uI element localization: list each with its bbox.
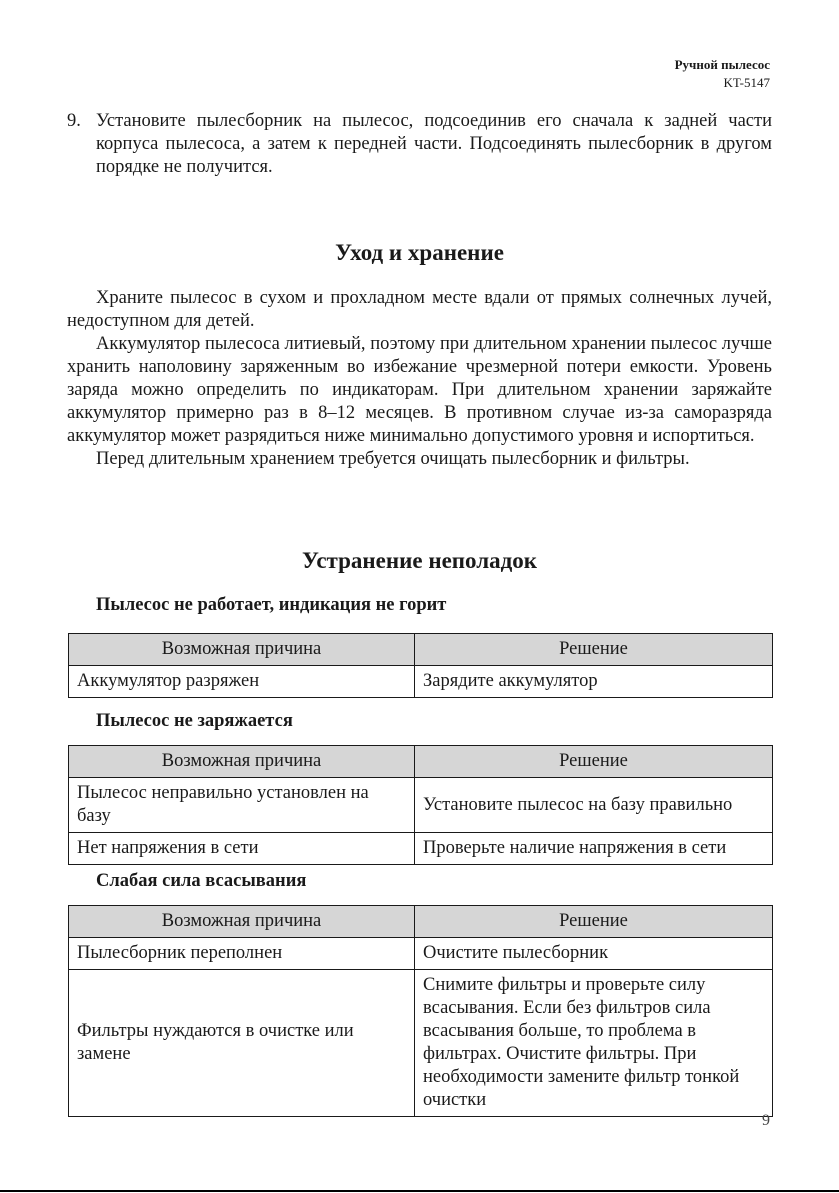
cause-cell: Пылесборник переполнен [69, 938, 415, 970]
solution-cell: Снимите фильтры и проверьте силу всасывания. Если без фильтров сила всасывания больше, то проблема в фильтрах. Очистите фильтры. При необходимости замените фильтр тонкой очистки [415, 970, 773, 1117]
table-row [69, 970, 773, 1117]
care-paragraph: Перед длительным хранением требуется очищать пылесборник и фильтры. [96, 449, 690, 469]
page-header [675, 56, 770, 92]
step-number: 9. [67, 111, 81, 131]
cause-cell: Пылесос неправильно установлен на базу [69, 778, 415, 833]
header-cause: Возможная причина [69, 746, 415, 778]
header-model: KT-5147 [723, 75, 770, 90]
section-title: Пылесос не заряжается [96, 711, 293, 731]
solution-cell: Зарядите аккумулятор [415, 666, 773, 698]
troubleshooting-heading: Устранение неполадок [301, 548, 538, 573]
care-heading: Уход и хранение [335, 240, 504, 265]
care-text [67, 287, 772, 471]
care-paragraph: Аккумулятор пылесоса литиевый, поэтому при длительном хранении пылесос лучше хранить наполовину заряженным во избежание чрезмерной потери емкости. Уровень заряда можно определить по индикаторам. При длительном хранении заряжайте аккумулятор примерно раз в 8–12 месяцев. В противном случае из-за саморазряда аккумулятор может разрядиться ниже минимально допустимого уровня и испортиться. [67, 334, 772, 446]
step-text: Установите пылесборник на пылесос, подсоединив его сначала к задней части корпуса пылесоса, а затем к передней части. Подсоединять пылесборник в другом порядке не получится. [96, 111, 772, 177]
table-header-row [69, 746, 773, 778]
step-9 [67, 110, 772, 179]
table-row [69, 833, 773, 865]
header-cause: Возможная причина [69, 906, 415, 938]
cause-cell: Фильтры нуждаются в очистке или замене [69, 970, 415, 1117]
solution-cell: Очистите пылесборник [415, 938, 773, 970]
solution-cell: Установите пылесос на базу правильно [415, 778, 773, 833]
table-row [69, 778, 773, 833]
table-row [69, 666, 773, 698]
cause-cell: Нет напряжения в сети [69, 833, 415, 865]
header-solution: Решение [415, 906, 773, 938]
header-product-title: Ручной пылесос [674, 57, 770, 72]
page-number: 9 [762, 1112, 770, 1129]
troubleshooting-table [68, 633, 773, 698]
solution-cell: Проверьте наличие напряжения в сети [415, 833, 773, 865]
header-solution: Решение [415, 746, 773, 778]
section-title: Слабая сила всасывания [96, 871, 307, 891]
header-cause: Возможная причина [69, 634, 415, 666]
section-title: Пылесос не работает, индикация не горит [96, 595, 447, 615]
troubleshooting-table [68, 745, 773, 865]
table-header-row [69, 634, 773, 666]
troubleshooting-table [68, 905, 773, 1117]
cause-cell: Аккумулятор разряжен [69, 666, 415, 698]
header-solution: Решение [415, 634, 773, 666]
table-header-row [69, 906, 773, 938]
care-paragraph: Храните пылесос в сухом и прохладном месте вдали от прямых солнечных лучей, недоступном для детей. [67, 288, 772, 331]
table-row [69, 938, 773, 970]
bottom-rule [0, 1190, 839, 1192]
